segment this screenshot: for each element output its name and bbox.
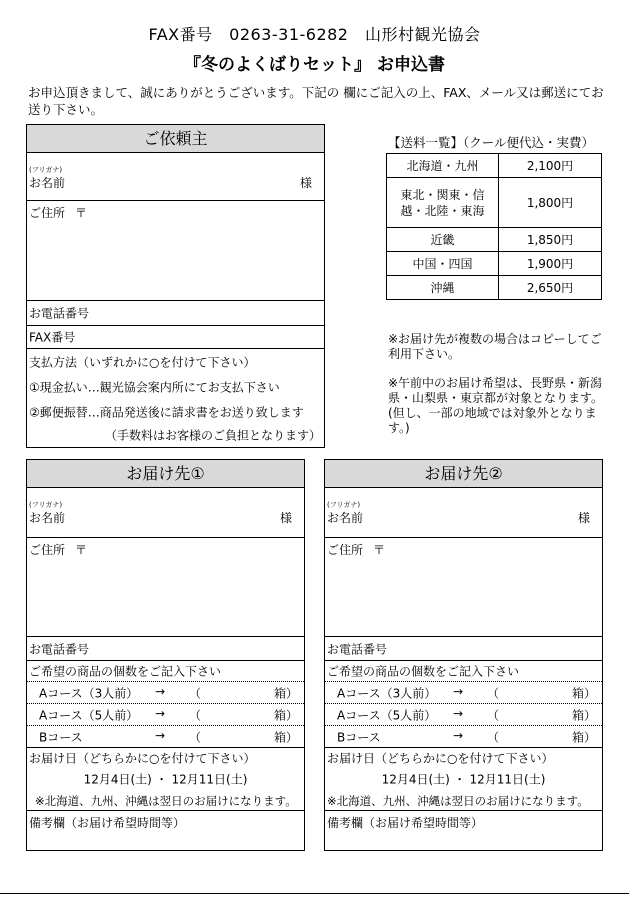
- payment-option-transfer-label: ②郵便振替…商品発送後に請求書をお送り致します: [29, 405, 304, 419]
- shipping-fee-table: [386, 153, 602, 300]
- morning-delivery-note: ※午前中のお届け希望は、長野県・新潟県・山梨県・東京都が対象となります。(但し、一部の地域では対象外となります。): [388, 376, 604, 435]
- delivery-date-options[interactable]: [27, 767, 304, 791]
- furigana-label: (フリガナ): [29, 501, 63, 509]
- paren-open: （: [487, 708, 500, 722]
- phone-label: お電話番号: [327, 642, 388, 656]
- postal-mark-icon: 〒: [373, 543, 386, 557]
- phone-label: お電話番号: [29, 306, 90, 321]
- course-b-quantity-field[interactable]: [27, 726, 304, 748]
- payment-fee-note-row: [27, 424, 324, 446]
- destination-name-field[interactable]: [325, 488, 602, 538]
- destination-phone-field[interactable]: [27, 637, 304, 661]
- delivery-date-label-row: [325, 748, 602, 767]
- remarks-label: 備考欄（お届け希望時間等）: [327, 816, 484, 830]
- arrow-right-icon: →: [155, 684, 166, 698]
- region-cell: 中国・四国: [387, 252, 499, 276]
- region-cell: 東北・関東・信越・北陸・東海: [387, 178, 499, 228]
- destination-phone-field[interactable]: [325, 637, 602, 661]
- destination-1-section: [26, 459, 305, 851]
- postal-mark-icon: 〒: [75, 206, 88, 220]
- paren-open: （: [189, 686, 202, 700]
- course-name: Bコース: [39, 730, 83, 744]
- requester-heading: ご依頼主: [27, 125, 324, 153]
- copy-note: ※お届け先が複数の場合はコピーしてご利用下さい。: [388, 332, 602, 361]
- requester-address-field[interactable]: [27, 201, 324, 301]
- furigana-label: (フリガナ): [327, 501, 361, 509]
- destination-2-section: [324, 459, 603, 851]
- unit-label: 箱）: [571, 686, 596, 700]
- delivery-date-label: お届け日（どちらかに○を付けて下さい）: [327, 751, 554, 765]
- arrow-right-icon: →: [155, 728, 166, 742]
- address-label: ご住所: [327, 543, 364, 557]
- requester-section: [26, 124, 325, 448]
- course-name: Aコース（3人前）: [39, 686, 139, 700]
- sama-suffix: 様: [577, 511, 590, 525]
- course-a5-quantity-field[interactable]: [27, 704, 304, 726]
- table-row: [387, 154, 602, 178]
- course-a3-quantity-field[interactable]: [27, 682, 304, 704]
- postal-mark-icon: 〒: [75, 543, 88, 557]
- form-title: 『冬のよくばりセット』 お申込書: [184, 55, 445, 75]
- paren-open: （: [189, 708, 202, 722]
- quantity-label-row: [27, 661, 304, 682]
- remarks-field[interactable]: [325, 811, 602, 849]
- delivery-date-note: ※北海道、九州、沖縄は翌日のお届けになります。: [35, 793, 297, 808]
- remarks-label: 備考欄（お届け希望時間等）: [29, 816, 186, 830]
- region-cell: 沖縄: [387, 276, 499, 300]
- paren-open: （: [487, 686, 500, 700]
- price-cell: 2,100円: [499, 154, 602, 178]
- table-row: [387, 228, 602, 252]
- address-label: ご住所: [29, 543, 66, 557]
- region-cell: 近畿: [387, 228, 499, 252]
- price-cell: 1,900円: [499, 252, 602, 276]
- delivery-date-note-row: [27, 791, 304, 811]
- destination-2-heading: お届け先②: [325, 460, 602, 488]
- requester-name-field[interactable]: [27, 153, 324, 201]
- unit-label: 箱）: [571, 708, 596, 722]
- payment-option-transfer[interactable]: [27, 399, 324, 424]
- sama-suffix: 様: [299, 176, 312, 190]
- price-cell: 2,650円: [499, 276, 602, 300]
- course-a5-quantity-field[interactable]: [325, 704, 602, 726]
- delivery-date-note-row: [325, 791, 602, 811]
- course-name: Aコース（5人前）: [337, 708, 437, 722]
- course-name: Aコース（3人前）: [337, 686, 437, 700]
- delivery-date-choices: 12月4日(土) ・ 12月11日(土): [381, 772, 546, 787]
- arrow-right-icon: →: [453, 684, 464, 698]
- shipping-table-title: 【送料一覧】（クール便代込・実費）: [388, 135, 595, 150]
- table-row: [387, 252, 602, 276]
- course-name: Bコース: [337, 730, 381, 744]
- course-a3-quantity-field[interactable]: [325, 682, 602, 704]
- region-cell: 北海道・九州: [387, 154, 499, 178]
- destination-1-heading: お届け先①: [27, 460, 304, 488]
- destination-address-field[interactable]: [325, 538, 602, 637]
- delivery-date-label-row: [27, 748, 304, 767]
- furigana-label: (フリガナ): [29, 166, 63, 174]
- price-cell: 1,850円: [499, 228, 602, 252]
- table-row: [387, 276, 602, 300]
- unit-label: 箱）: [273, 730, 298, 744]
- fax-label: FAX番号: [29, 330, 76, 345]
- arrow-right-icon: →: [155, 706, 166, 720]
- delivery-date-choices: 12月4日(土) ・ 12月11日(土): [83, 772, 248, 787]
- quantity-label: ご希望の商品の個数をご記入下さい: [29, 664, 222, 679]
- payment-option-cash-label: ①現金払い…観光協会案内所にてお支払下さい: [29, 380, 280, 394]
- phone-label: お電話番号: [29, 642, 90, 656]
- remarks-field[interactable]: [27, 811, 304, 849]
- intro-text: お申込頂きまして、誠にありがとうございます。下記の 欄にご記入の上、FAX、メール又は郵送にてお送り下さい。: [28, 85, 604, 117]
- unit-label: 箱）: [571, 730, 596, 744]
- table-row: [387, 178, 602, 228]
- requester-fax-field[interactable]: [27, 326, 324, 349]
- payment-method-label: 支払方法（いずれかに○を付けて下さい）: [29, 355, 256, 369]
- price-cell: 1,800円: [499, 178, 602, 228]
- delivery-date-note: ※北海道、九州、沖縄は翌日のお届けになります。: [327, 793, 589, 808]
- delivery-date-options[interactable]: [325, 767, 602, 791]
- destination-name-field[interactable]: [27, 488, 304, 538]
- page-bottom-divider: [0, 893, 629, 894]
- paren-open: （: [189, 730, 202, 744]
- address-label: ご住所: [29, 206, 66, 220]
- destination-address-field[interactable]: [27, 538, 304, 637]
- sama-suffix: 様: [279, 511, 292, 525]
- unit-label: 箱）: [273, 686, 298, 700]
- name-label: お名前: [29, 176, 66, 190]
- payment-method-label-row: [27, 349, 324, 374]
- name-label: お名前: [29, 511, 66, 525]
- course-b-quantity-field[interactable]: [325, 726, 602, 748]
- course-name: Aコース（5人前）: [39, 708, 139, 722]
- requester-phone-field[interactable]: [27, 301, 324, 326]
- fax-number-line: FAX番号 0263-31-6282 山形村観光協会: [148, 25, 481, 44]
- payment-option-cash[interactable]: [27, 374, 324, 399]
- paren-open: （: [487, 730, 500, 744]
- name-label: お名前: [327, 511, 364, 525]
- unit-label: 箱）: [273, 708, 298, 722]
- arrow-right-icon: →: [453, 728, 464, 742]
- payment-fee-note: （手数料はお客様のご負担となります）: [105, 428, 322, 443]
- quantity-label: ご希望の商品の個数をご記入下さい: [327, 664, 520, 679]
- delivery-date-label: お届け日（どちらかに○を付けて下さい）: [29, 751, 256, 765]
- quantity-label-row: [325, 661, 602, 682]
- arrow-right-icon: →: [453, 706, 464, 720]
